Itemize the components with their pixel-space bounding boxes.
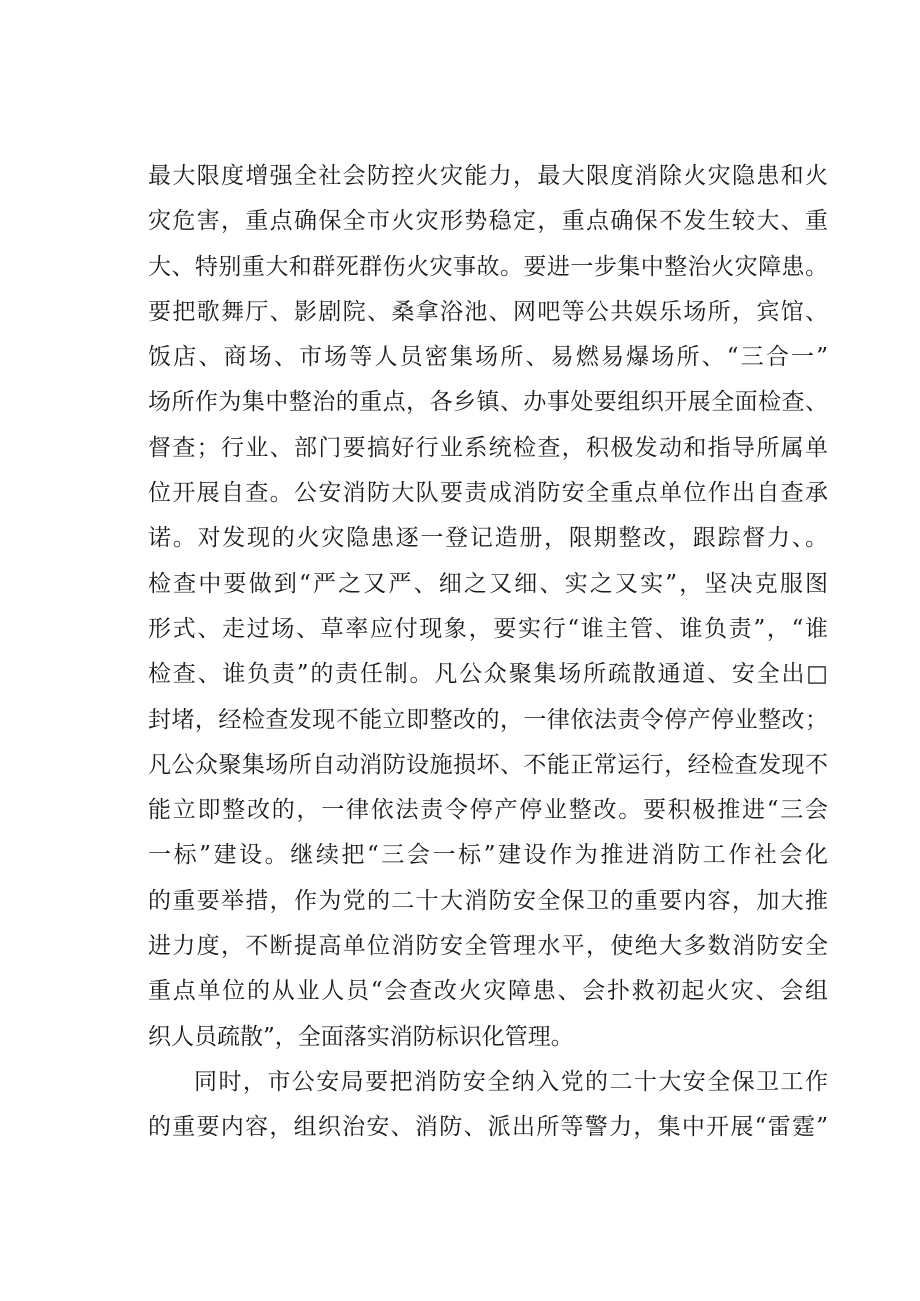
text-line: 检查、谁负责”的责任制。凡公众聚集场所疏散通道、安全出□: [148, 661, 828, 688]
text-line: 的重要内容，组织治安、消防、派出所等警力，集中开展“雷霆”: [148, 1114, 828, 1141]
text-line: 一标”建设。继续把“三会一标”建设作为推进消防工作社会化: [148, 842, 828, 869]
text-line: 的重要举措，作为党的二十大消防安全保卫的重要内容，加大推: [148, 887, 828, 914]
text-line: 督查；行业、部门要搞好行业系统检查，积极发动和指导所属单: [148, 434, 828, 461]
document-body: [148, 154, 828, 1151]
text-line: 检查中要做到“严之又严、细之又细、实之又实”，坚决克服图: [148, 570, 828, 597]
text-line: 形式、走过场、草率应付现象，要实行“谁主管、谁负责”，“谁: [148, 615, 828, 642]
text-line: 最大限度增强全社会防控火灾能力，最大限度消除火灾隐患和火: [148, 163, 828, 189]
text-line: 能立即整改的，一律依法责令停产停业整改。要积极推进“三会: [148, 797, 828, 824]
text-line: 重点单位的从业人员“会查改火灾障患、会扑救初起火灾、会组: [148, 978, 828, 1005]
text-line: 场所作为集中整治的重点，各乡镇、办事处要组织开展全面检查、: [148, 389, 828, 416]
text-line: 要把歌舞厅、影剧院、桑拿浴池、网吧等公共娱乐场所，宾馆、: [148, 298, 828, 325]
text-line: 进力度，不断提高单位消防安全管理水平，使绝大多数消防安全: [148, 933, 828, 960]
text-line: 同时，市公安局要把消防安全纳入党的二十大安全保卫工作: [194, 1068, 828, 1095]
text-line: 饭店、商场、市场等人员密集场所、易燃易爆场所、“三合一”: [148, 344, 828, 371]
text-line: 诺。对发现的火灾隐患逐一登记造册，限期整改，跟踪督力、。: [148, 525, 828, 552]
paragraph-2: [148, 1060, 828, 1151]
text-line: 凡公众聚集场所自动消防设施损坏、不能正常运行，经检查发现不: [148, 751, 828, 778]
text-line: 封堵，经检查发现不能立即整改的，一律依法责令停产停业整改；: [148, 706, 828, 733]
text-line: 灾危害，重点确保全市火灾形势稳定，重点确保不发生较大、重: [148, 208, 828, 235]
text-line: 织人员疏散”，全面落实消防标识化管理。: [148, 1023, 574, 1050]
text-line: 大、特别重大和群死群伤火灾事故。要进一步集中整治火灾障患。: [148, 253, 828, 280]
paragraph-1: [148, 154, 828, 1060]
text-line: 位开展自查。公安消防大队要责成消防安全重点单位作出自查承: [148, 480, 828, 507]
